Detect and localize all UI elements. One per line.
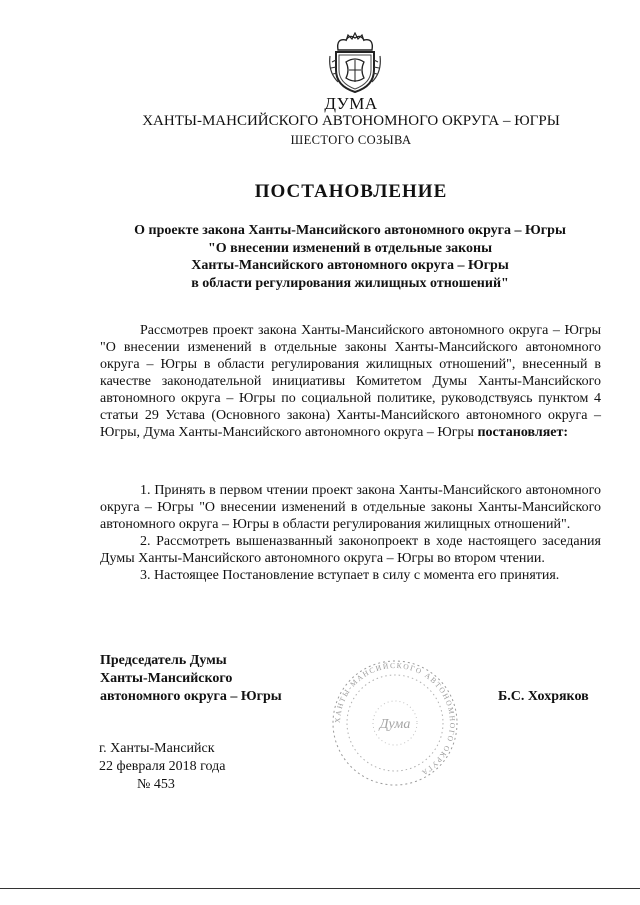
subject-line: в области регулирования жилищных отношений": [191, 275, 509, 291]
organization-convocation: ШЕСТОГО СОЗЫВА: [290, 133, 412, 147]
signatory-title-line: автономного округа – Югры: [100, 689, 282, 704]
subject-line: Ханты-Мансийского автономного округа – Югры: [191, 258, 509, 273]
signatory-title: [100, 652, 282, 706]
place-and-date: [99, 740, 226, 794]
signatory-title-line: Председатель Думы: [100, 653, 227, 668]
preamble-text: Рассмотрев проект закона Ханты-Мансийского автономного округа – Югры "О внесении изменений в отдельные законы Ханты-Мансийского автономного округа – Югры в области регулирования жилищных отношений", внесенный в качестве законодательной инициативы Комитетом Думы Ханты-Мансийского автономного округа – Югры по социальной политике, руководствуясь пунктом 4 статьи 29 Устава (Основного закона) Ханты-Мансийского автономного округа – Югры, Дума Ханты-Мансийского автономного округа – Югры: [100, 323, 601, 440]
date: 22 февраля 2018 года: [99, 759, 226, 774]
official-seal-stamp: [328, 656, 462, 790]
resolves-word: постановляет:: [477, 425, 569, 440]
city: г. Ханты-Мансийск: [99, 741, 215, 756]
subject-line: О проекте закона Ханты-Мансийского автономного округа – Югры: [134, 223, 566, 238]
document-number: № 453: [137, 777, 175, 792]
resolution-item: 1. Принять в первом чтении проект закона Ханты-Мансийского автономного округа – Югры "О внесении изменений в отдельные законы Ханты-Мансийского автономного округа – Югры в области регулирования жилищных отношений".: [100, 483, 601, 532]
organization-region: ХАНТЫ-МАНСИЙСКОГО АВТОНОМНОГО ОКРУГА – ЮГРЫ: [142, 113, 560, 129]
signatory-name: Б.С. Хохряков: [498, 689, 589, 704]
preamble-paragraph: [100, 322, 601, 441]
subject-line: "О внесении изменений в отдельные законы: [207, 240, 493, 256]
organization-name: ДУМА: [324, 94, 378, 113]
document-type-title: ПОСТАНОВЛЕНИЕ: [254, 181, 448, 202]
document-subject: [60, 222, 640, 292]
coat-of-arms-icon: [326, 32, 384, 94]
resolution-items: [100, 482, 601, 584]
seal-center-text: Дума: [379, 717, 411, 732]
resolution-item: 3. Настоящее Постановление вступает в силу с момента его принятия.: [140, 568, 560, 583]
seal-ring-text: ХАНТЫ-МАНСИЙСКОГО АВТОНОМНОГО ОКРУГА: [332, 660, 458, 779]
resolution-item: 2. Рассмотреть вышеназванный законопроект в ходе настоящего заседания Думы Ханты-Мансийского автономного округа – Югры во втором чтении.: [100, 534, 601, 566]
signatory-title-line: Ханты-Мансийского: [100, 671, 233, 686]
page-bottom-rule: [0, 888, 640, 889]
